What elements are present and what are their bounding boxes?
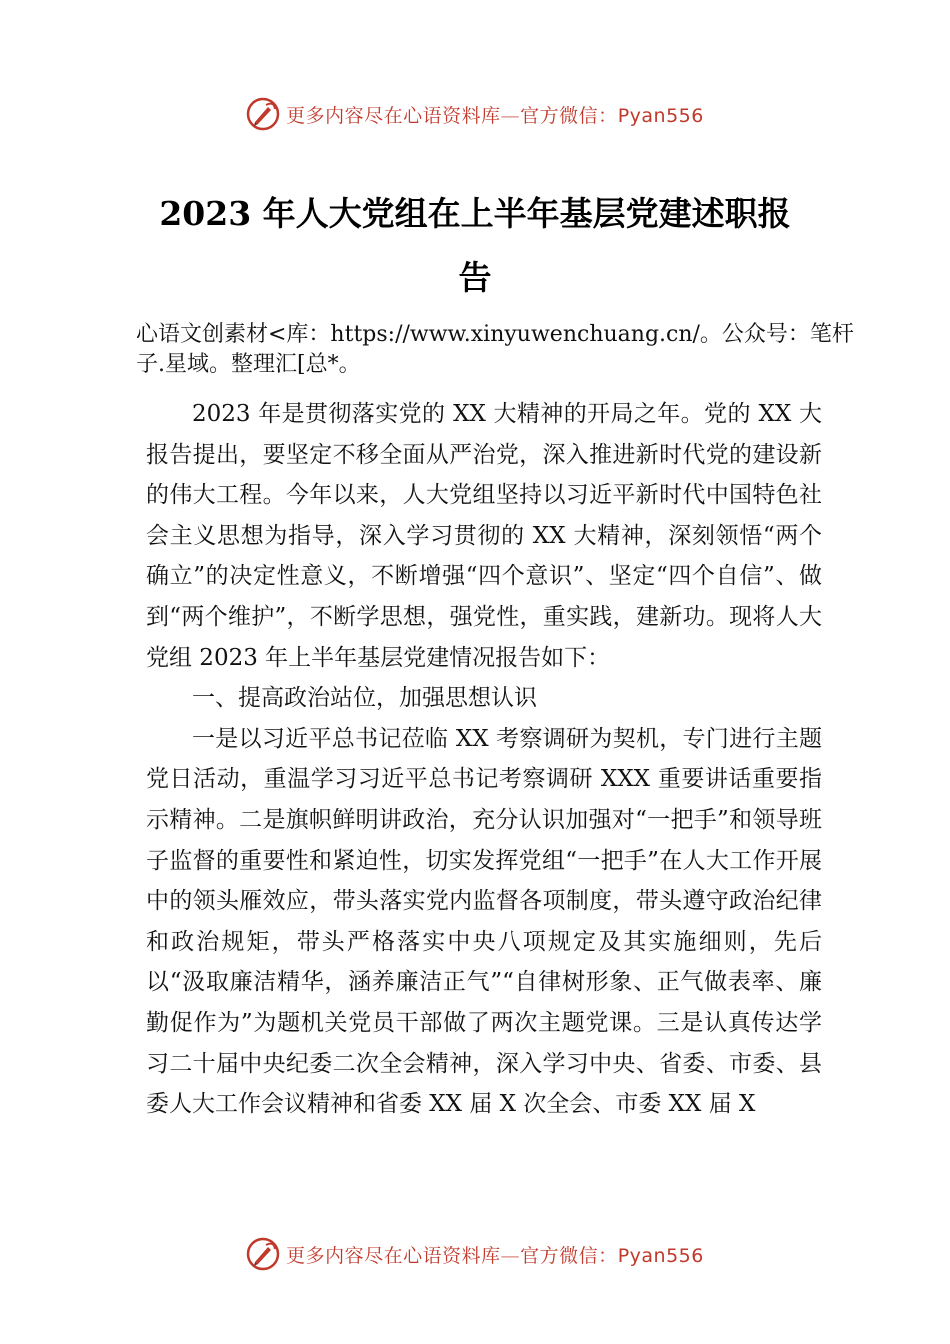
paragraph-section-1: 一是以习近平总书记莅临 XX 考察调研为契机，专门进行主题党日活动，重温学习习近平总书记考察调研 XXX 重要讲话重要指示精神。二是旗帜鲜明讲政治，充分认识加强对“一把手”和领导班子监督的重要性和紧迫性，切实发挥党组“一把手”在人大工作开展中的领头雁效应，带头落实党内监督各项制度，带头遵守政治纪律和政治规矩，带头严格落实中央八项规定及其实施细则，先后以“汲取廉洁精华，涵养廉洁正气”“自律树形象、正气做表率、廉勤促作为”为题机关党员干部做了两次主题党课。三是认真传达学习二十届中央纪委二次全会精神，深入学习中央、省委、市委、县委人大工作会议精神和省委 XX 届 X 次全会、市委 XX 届 X — [146, 725, 822, 1118]
section-heading-1: 一、提高政治站位，加强思想认识 — [192, 685, 537, 712]
banner-wechat-id: Pyan556 — [617, 104, 704, 127]
paragraph-intro: 2023 年是贯彻落实党的 XX 大精神的开局之年。党的 XX 大报告提出，要坚定不移全面从严治党，深入推进新时代党的建设新的伟大工程。今年以来，人大党组坚持以习近平新时代中国特色社会主义思想为指导，深入学习贯彻的 XX 大精神，深刻领悟“两个确立”的决定性意义，不断增强“四个意识”、坚定“四个自信”、做到“两个维护”，不断学思想，强党性，重实践，建新功。现将人大党组 2023 年上半年基层党建情况报告如下： — [146, 401, 822, 671]
pen-logo-icon — [246, 1237, 280, 1271]
footer-banner — [0, 1234, 950, 1274]
source-line: 心语文创素材<库：https://www.xinyuwenchuang.cn/。公众号：笔杆子.星域。整理汇[总*。 — [136, 322, 854, 377]
banner-separator: — — [500, 1244, 521, 1267]
pen-logo-icon — [246, 97, 280, 131]
banner-wechat-id: Pyan556 — [617, 1244, 704, 1267]
banner-main-text: 更多内容尽在心语资料库 — [286, 104, 501, 127]
document-body — [146, 394, 822, 1125]
banner-wechat-label: 官方微信： — [520, 104, 618, 127]
header-banner — [0, 94, 950, 134]
document-title-line-1: 2023 年人大党组在上半年基层党建述职报 — [159, 194, 791, 233]
banner-separator: — — [500, 104, 521, 127]
banner-text — [286, 101, 704, 128]
banner-text — [286, 1241, 704, 1268]
banner-wechat-label: 官方微信： — [520, 1244, 618, 1267]
document-title-line-2: 告 — [458, 258, 492, 297]
banner-main-text: 更多内容尽在心语资料库 — [286, 1244, 501, 1267]
